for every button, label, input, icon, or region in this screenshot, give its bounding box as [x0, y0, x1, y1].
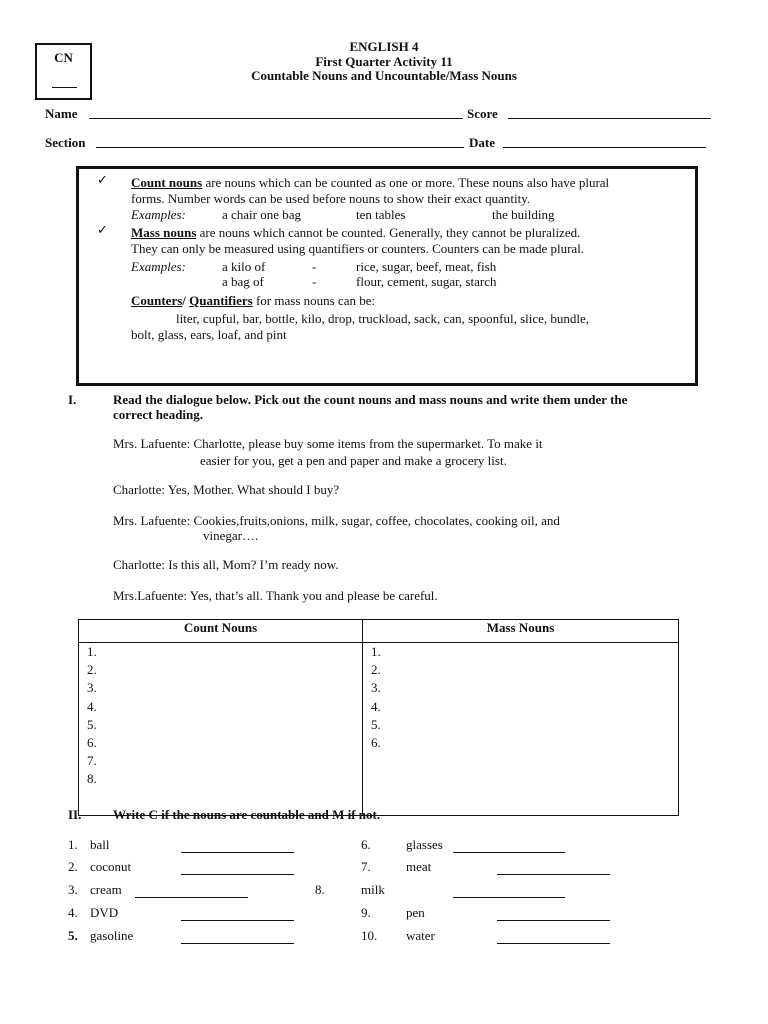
item-word: pen: [406, 905, 425, 920]
answer-blank[interactable]: [497, 908, 610, 921]
checkmark-icon: ✓: [97, 222, 108, 237]
mass-example-items-2: flour, cement, sugar, starch: [356, 274, 497, 289]
part2-numeral: II.: [68, 807, 82, 822]
mass-example-dash-2: -: [312, 274, 317, 289]
count-nouns-definition-2: forms. Number words can be used before nouns to show their exact quantity.: [131, 190, 531, 206]
document-header: [200, 40, 568, 84]
mass-item-number: 2.: [371, 662, 381, 678]
mass-item-number: 4.: [371, 698, 381, 714]
part1-instruction: Read the dialogue below. Pick out the count nouns and mass nouns and write them under the correct heading.: [113, 392, 628, 422]
item-number: 3.: [68, 882, 78, 897]
answer-blank[interactable]: [497, 862, 610, 875]
item-word: meat: [406, 859, 432, 874]
answer-blank[interactable]: [453, 840, 565, 853]
topic-title: Countable Nouns and Uncountable/Mass Nouns: [251, 68, 517, 83]
answer-blank[interactable]: [181, 908, 294, 921]
mass-nouns-term: Mass nouns: [131, 225, 197, 240]
mass-nouns-definition: Mass nouns are nouns which cannot be counted. Generally, they cannot be pluralized. They can only be measured using quantifiers or counters. Counters can be made plural.: [131, 225, 585, 256]
mass-item-number: 5.: [371, 716, 381, 732]
name-label: Name: [45, 106, 78, 121]
dialogue-line-4: Charlotte: Is this all, Mom? I’m ready now.: [113, 557, 339, 572]
date-field[interactable]: [503, 147, 706, 148]
count-examples-label: Examples:: [131, 207, 186, 222]
count-example-2: ten tables: [356, 207, 406, 222]
counters-list-1: liter, cupful, bar, bottle, kilo, drop, truckload, sack, can, spoonful, slice, bundle,: [176, 311, 590, 326]
cn-label: CN: [54, 50, 73, 65]
count-nouns-term: Count nouns: [131, 175, 203, 190]
quantifiers-term: Quantifiers: [189, 293, 253, 308]
date-label: Date: [469, 135, 495, 150]
part1-numeral: I.: [68, 392, 77, 407]
item-word: milk: [361, 882, 385, 897]
count-nouns-definition: Count nouns are nouns which can be counted as one or more. These nouns also have plural forms. Number words can be used before nouns to show their exact quantity.: [131, 175, 610, 206]
mass-item-number: 1.: [371, 644, 381, 659]
cn-box: [35, 43, 92, 100]
answer-blank[interactable]: [181, 840, 294, 853]
item-word: DVD: [90, 905, 119, 920]
item-word: ball: [90, 837, 110, 852]
count-nouns-header: Count Nouns: [79, 620, 363, 643]
score-field[interactable]: [508, 118, 711, 119]
item-number: 6.: [361, 837, 371, 852]
section-label: Section: [45, 135, 86, 150]
answer-table: [78, 619, 679, 816]
count-item-number: 1.: [87, 644, 97, 659]
count-item-number: 8.: [87, 771, 97, 787]
item-number: 7.: [361, 859, 371, 874]
count-item-number: 4.: [87, 698, 97, 714]
item-word: water: [406, 928, 435, 943]
count-item-number: 6.: [87, 735, 97, 751]
mass-item-number: 3.: [371, 680, 381, 696]
item-number: 10.: [361, 928, 378, 943]
mass-nouns-column[interactable]: [363, 643, 679, 816]
dialogue-line-2: Charlotte: Yes, Mother. What should I buy?: [113, 482, 340, 497]
item-number: 2.: [68, 859, 78, 874]
activity-title: First Quarter Activity 11: [315, 53, 453, 69]
dialogue-line-1-cont: easier for you, get a pen and paper and make a grocery list.: [200, 453, 507, 468]
item-number: 9.: [361, 905, 371, 920]
cn-blank: [52, 87, 77, 88]
item-number: 8.: [315, 882, 325, 897]
answer-blank[interactable]: [135, 885, 248, 898]
item-word: gasoline: [90, 928, 134, 943]
count-item-number: 7.: [87, 753, 97, 769]
counters-list-2: bolt, glass, ears, loaf, and pint: [131, 327, 287, 342]
item-word: cream: [90, 882, 122, 897]
count-example-3: the building: [492, 207, 555, 222]
item-word: glasses: [406, 837, 443, 852]
item-number: 5.: [68, 928, 78, 943]
mass-example-measure-2: a bag of: [222, 274, 264, 289]
count-item-number: 2.: [87, 662, 97, 678]
checkmark-icon: ✓: [97, 172, 108, 187]
mass-example-dash-1: -: [312, 259, 317, 274]
mass-nouns-header: Mass Nouns: [363, 620, 679, 643]
answer-blank[interactable]: [453, 885, 565, 898]
item-number: 4.: [68, 905, 78, 920]
dialogue-line-5: Mrs.Lafuente: Yes, that’s all. Thank you and please be careful.: [113, 588, 438, 603]
counters-heading: Counters/ Quantifiers for mass nouns can be:: [131, 293, 376, 308]
subject-title: ENGLISH 4: [349, 39, 419, 54]
dialogue-line-3: Mrs. Lafuente: Cookies,fruits,onions, milk, sugar, coffee, chocolates, cooking oil, and: [113, 513, 560, 528]
mass-nouns-definition-2: They can only be measured using quantifiers or counters. Counters can be made plural.: [131, 240, 585, 256]
counters-term: Counters: [131, 293, 183, 308]
mass-item-number: 6.: [371, 735, 381, 751]
mass-example-items-1: rice, sugar, beef, meat, fish: [356, 259, 497, 274]
part2-instruction: Write C if the nouns are countable and M if not.: [113, 807, 381, 822]
section-field[interactable]: [96, 147, 464, 148]
dialogue-line-1: Mrs. Lafuente: Charlotte, please buy some items from the supermarket. To make it: [113, 436, 543, 451]
mass-examples-label: Examples:: [131, 259, 186, 274]
answer-blank[interactable]: [181, 931, 294, 944]
dialogue-line-3-cont: vinegar….: [203, 528, 259, 543]
answer-blank[interactable]: [497, 931, 610, 944]
count-example-1: a chair one bag: [222, 207, 302, 222]
mass-example-measure-1: a kilo of: [222, 259, 266, 274]
count-nouns-column[interactable]: [79, 643, 363, 816]
count-item-number: 3.: [87, 680, 97, 696]
answer-blank[interactable]: [181, 862, 294, 875]
count-item-number: 5.: [87, 716, 97, 732]
item-word: coconut: [90, 859, 132, 874]
item-number: 1.: [68, 837, 78, 852]
name-field[interactable]: [89, 118, 463, 119]
score-label: Score: [467, 106, 498, 121]
